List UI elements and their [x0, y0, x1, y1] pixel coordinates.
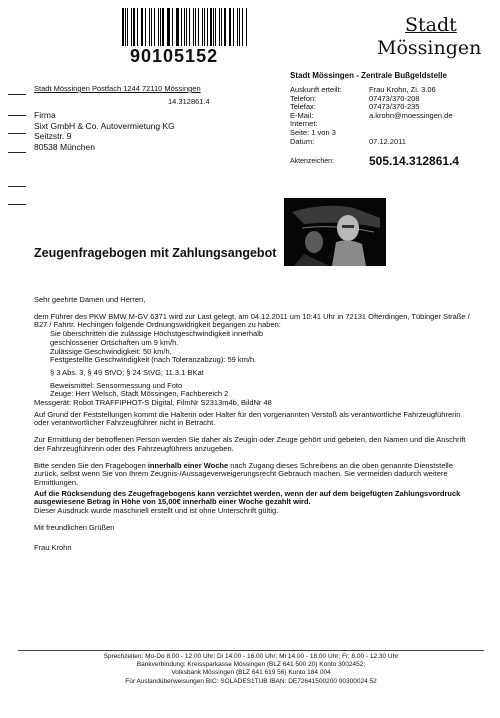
- info-label: Telefax:: [290, 102, 316, 112]
- info-label: E-Mail:: [290, 110, 314, 120]
- text-run: Bitte senden Sie den Fragebogen: [34, 460, 148, 470]
- evidence: Beweismittel: Sensormessung und Foto: [50, 380, 183, 390]
- barcode-bar: [172, 8, 173, 46]
- payment-note: Auf die Rücksendung des Zeugefragebogens kann verzichtet werden, wenn der auf dem beigefügten Zahlungsvordruck ausgewiesene Betrag in Höhe von 15,00€ innerhalb einer Woche gezahlt wird.: [34, 488, 461, 507]
- contact-info: [290, 86, 453, 146]
- barcode-bar: [122, 8, 124, 46]
- barcode-bar: [127, 8, 128, 46]
- address-line: Seitzstr. 9: [34, 131, 72, 141]
- info-label: Internet:: [290, 119, 318, 129]
- paragraph: [34, 462, 470, 488]
- reference-number: 14.312861.4: [168, 97, 210, 106]
- fold-mark: [8, 152, 26, 153]
- text-run: nach Zugang dieses Schreibens an die oben genannte Dienststelle zurück, selbst wenn Sie von Ihrem Zeugnis-/Aussageverweigerungsrecht Gebrauch machen. Sie vermeiden dadurch weitere Ermittlungen.: [34, 460, 453, 487]
- barcode-bar: [186, 8, 187, 46]
- signature: Frau Krohn: [34, 543, 72, 553]
- legal-reference: § 3 Abs. 3, § 49 StVO; § 24 StVG; 11.3.1 BKat: [50, 367, 204, 377]
- barcode-bar: [233, 8, 234, 46]
- barcode-bar: [125, 8, 126, 46]
- paragraph: Auf Grund der Feststellungen kommt die Halterin oder Halter für den vorgenannten Verstoß als verantwortliche Fahrzeugführerin oder verantwortlicher Fahrzeugführer nicht in Betracht.: [34, 409, 461, 428]
- aktenzeichen-label: Aktenzeichen:: [290, 158, 334, 165]
- footer-divider: [18, 650, 484, 651]
- document-title: Zeugenfragebogen mit Zahlungsangebot: [34, 246, 277, 260]
- sender-line: Stadt Mössingen Postfach 1244 72110 Mössingen: [34, 84, 201, 93]
- logo-line2: Mössingen: [377, 37, 482, 59]
- fold-mark: [8, 186, 26, 187]
- bold-deadline: innerhalb einer Woche: [147, 460, 229, 470]
- info-label: Datum:: [290, 136, 315, 146]
- footer-line: Für Auslandüberweisungen BIC: SOLADES1TUB IBAN: DE72641500200 00300024 52: [125, 677, 377, 685]
- barcode-bar: [189, 8, 190, 46]
- closing: Mit freundlichen Grüßen: [34, 522, 115, 532]
- barcode-bar: [168, 8, 169, 46]
- barcode-bar: [142, 8, 143, 46]
- witness: Zeuge: Herr Welsch, Stadt Mössingen, Fachbereich 2: [50, 389, 229, 399]
- barcode-bar: [213, 8, 214, 46]
- logo-line1: Stadt: [405, 14, 457, 36]
- barcode-bar: [177, 8, 179, 46]
- barcode-bar: [149, 8, 151, 46]
- barcode-bar: [137, 8, 138, 46]
- date-value: 07.12.2011: [369, 136, 406, 146]
- barcode-bar: [210, 8, 212, 46]
- barcode-bar: [237, 8, 238, 46]
- info-value: 07473/370-235: [369, 102, 420, 112]
- email-value: a.krohn@moessingen.de: [369, 110, 453, 120]
- city-logo: [377, 14, 482, 64]
- offense-detail: Festgestellte Geschwindigkeit (nach Toleranzabzug): 59 km/h.: [50, 355, 257, 365]
- address-line: Firma: [34, 110, 56, 120]
- office-title: Stadt Mössingen - Zentrale Bußgeldstelle: [290, 71, 447, 80]
- barcode-bar: [242, 8, 243, 46]
- footer-line: Volksbank Mössingen (BLZ 641 619 56) Konto 184 004: [171, 669, 331, 677]
- barcode-bar: [229, 8, 230, 46]
- offense-detail: Zulässige Geschwindigkeit: 50 km/h.: [50, 346, 172, 356]
- address-line: Sixt GmbH & Co. Autovermietung KG: [34, 120, 175, 131]
- barcode-bar: [167, 8, 168, 46]
- barcode-bar: [158, 8, 159, 46]
- barcode-bar: [207, 8, 208, 46]
- barcode-bar: [154, 8, 155, 46]
- barcode-bar: [193, 8, 195, 46]
- barcode-bar: [215, 8, 216, 46]
- barcode-bar: [131, 8, 132, 46]
- offense-detail: Sie überschritten die zulässige Höchstgeschwindigkeit innerhalb: [50, 329, 264, 339]
- barcode-bar: [239, 8, 241, 46]
- info-label: Auskunft erteilt:: [290, 85, 342, 94]
- barcode-bar: [151, 8, 152, 46]
- barcode-bar: [198, 8, 199, 46]
- barcode-bar: [219, 8, 220, 46]
- barcode-bar: [141, 8, 142, 46]
- barcode-bar: [224, 8, 226, 46]
- fold-mark: [8, 133, 26, 134]
- barcode-bar: [221, 8, 222, 46]
- barcode: [122, 8, 248, 46]
- info-value: 07473/370-208: [369, 93, 420, 103]
- traffic-camera-photo: [284, 198, 386, 266]
- footer-line: Sprechzeiten: Mo-Do 8.00 - 12.00 Uhr; Di 14.00 - 16.00 Uhr; Mi 14.00 - 18.00 Uhr; Fr. 8.00 - 12.30 Uhr: [103, 653, 399, 660]
- barcode-bar: [145, 8, 146, 46]
- barcode-bar: [133, 8, 135, 46]
- address-line: 80538 München: [34, 141, 95, 152]
- barcode-bar: [160, 8, 161, 46]
- barcode-bar: [181, 8, 182, 46]
- paragraph: Zur Ermittlung der betroffenen Person werden Sie daher als Zeugin oder Zeuge gehört und gebeten, den Namen und die Anschrift der Fahrzeugführerin oder des Fahrzeugführers anzugeben.: [34, 435, 466, 453]
- barcode-bar: [162, 8, 164, 46]
- barcode-bar: [230, 8, 231, 46]
- offense-detail: geschlossener Ortschaften um 9 km/h.: [50, 337, 179, 347]
- barcode-bar: [176, 8, 177, 46]
- page-indicator: Seite: 1 von 3: [290, 127, 336, 137]
- fold-mark: [8, 94, 26, 95]
- device: Messgerät: Robot TRAFFIPHOT-S Digital, FilmNr S2313m4b, BildNr 48: [34, 398, 272, 408]
- paragraph: Dieser Ausdruck wurde maschinell erstellt und ist ohne Unterschrift gültig.: [34, 506, 279, 516]
- letter-body: [34, 296, 470, 553]
- barcode-bar: [195, 8, 196, 46]
- offense-paragraph: dem Führer des PKW BMW M-GV 6371 wird zur Last gelegt, am 04.12.2011 um 10:41 Uhr in 72131 Ofterdingen, Tübinger Straße / B27 / Fahrtr. Hechingen folgende Ordnungswidrigkeit begangen zu haben:: [34, 311, 470, 330]
- fold-mark: [8, 204, 26, 205]
- footer: [18, 653, 484, 686]
- recipient-address: [34, 110, 175, 152]
- aktenzeichen-value: 505.14.312861.4: [369, 154, 460, 168]
- barcode-bar: [204, 8, 205, 46]
- footer-line: Bankverbindung: Kreissparkasse Mössingen (BLZ 641 500 20) Konto 3002452;: [136, 661, 366, 669]
- greeting: Sehr geehrte Damen und Herren,: [34, 295, 146, 304]
- barcode-number: 90105152: [130, 46, 219, 66]
- barcode-bar: [246, 8, 247, 46]
- barcode-bar: [202, 8, 203, 46]
- barcode-bar: [184, 8, 185, 46]
- info-value: Frau Krohn, Zi. 3.06: [369, 85, 436, 94]
- fold-mark: [8, 115, 26, 116]
- info-label: Telefon:: [290, 93, 317, 103]
